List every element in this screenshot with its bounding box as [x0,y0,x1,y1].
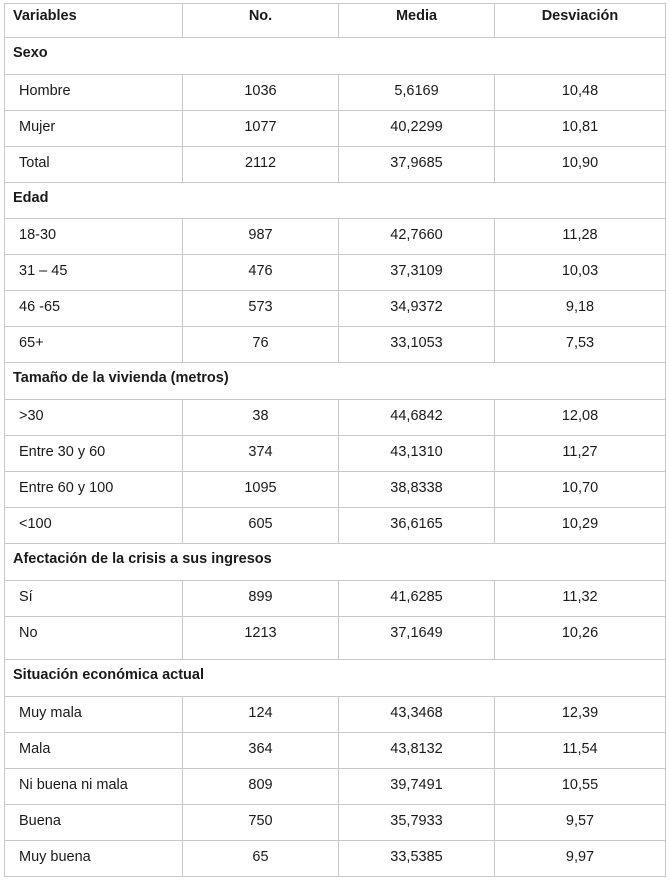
table-row [5,697,666,733]
row-media: 37,3109 [339,255,495,291]
row-desviacion: 12,39 [495,697,666,733]
row-no: 374 [183,436,339,472]
table-row [5,400,666,436]
row-no: 750 [183,805,339,841]
table-row [5,291,666,327]
row-no: 364 [183,733,339,769]
row-desviacion: 9,18 [495,291,666,327]
table-row [5,733,666,769]
row-no: 605 [183,508,339,544]
table-row [5,769,666,805]
row-no: 1077 [183,111,339,147]
table-row [5,111,666,147]
group-row-vivienda [5,363,666,400]
row-media: 35,7933 [339,805,495,841]
row-label: Ni buena ni mala [5,769,183,805]
group-title: Situación económica actual [5,660,666,697]
row-media: 39,7491 [339,769,495,805]
row-media: 34,9372 [339,291,495,327]
row-no: 2112 [183,147,339,183]
row-no: 76 [183,327,339,363]
row-label: Muy mala [5,697,183,733]
row-media: 43,1310 [339,436,495,472]
row-media: 43,8132 [339,733,495,769]
row-label: Sí [5,581,183,617]
row-no: 573 [183,291,339,327]
row-desviacion: 11,32 [495,581,666,617]
row-media: 36,6165 [339,508,495,544]
table-row [5,147,666,183]
group-row-afectacion [5,544,666,581]
row-no: 38 [183,400,339,436]
row-desviacion: 9,57 [495,805,666,841]
row-label: 18-30 [5,219,183,255]
row-desviacion: 10,70 [495,472,666,508]
table-row [5,508,666,544]
row-label: Buena [5,805,183,841]
table-row [5,219,666,255]
row-desviacion: 9,97 [495,841,666,877]
row-media: 37,9685 [339,147,495,183]
row-media: 38,8338 [339,472,495,508]
row-desviacion: 10,03 [495,255,666,291]
table-row [5,255,666,291]
row-desviacion: 10,26 [495,617,666,660]
header-row [5,4,666,38]
group-title: Edad [5,183,666,219]
row-label: <100 [5,508,183,544]
row-label: Mala [5,733,183,769]
table-row [5,805,666,841]
group-title: Tamaño de la vivienda (metros) [5,363,666,400]
row-desviacion: 11,54 [495,733,666,769]
row-desviacion: 10,81 [495,111,666,147]
row-label: 31 – 45 [5,255,183,291]
row-media: 40,2299 [339,111,495,147]
group-row-situacion [5,660,666,697]
row-label: Total [5,147,183,183]
row-desviacion: 12,08 [495,400,666,436]
row-label: >30 [5,400,183,436]
row-label: Mujer [5,111,183,147]
row-media: 33,1053 [339,327,495,363]
row-no: 809 [183,769,339,805]
row-no: 987 [183,219,339,255]
header-media: Media [339,4,495,38]
table-row [5,841,666,877]
group-row-sexo [5,38,666,75]
row-desviacion: 11,28 [495,219,666,255]
row-desviacion: 11,27 [495,436,666,472]
row-media: 5,6169 [339,75,495,111]
row-no: 124 [183,697,339,733]
row-label: 46 -65 [5,291,183,327]
row-label: Hombre [5,75,183,111]
row-media: 33,5385 [339,841,495,877]
row-label: Muy buena [5,841,183,877]
table-row [5,581,666,617]
statistics-table [4,3,666,877]
row-desviacion: 10,48 [495,75,666,111]
group-row-edad [5,183,666,219]
row-desviacion: 10,55 [495,769,666,805]
header-desviacion: Desviación [495,4,666,38]
row-media: 43,3468 [339,697,495,733]
row-label: 65+ [5,327,183,363]
row-desviacion: 7,53 [495,327,666,363]
row-desviacion: 10,90 [495,147,666,183]
row-label: Entre 60 y 100 [5,472,183,508]
row-no: 65 [183,841,339,877]
row-label: No [5,617,183,660]
table-row [5,472,666,508]
row-desviacion: 10,29 [495,508,666,544]
row-media: 44,6842 [339,400,495,436]
table-row [5,617,666,660]
group-title: Sexo [5,38,666,75]
row-no: 899 [183,581,339,617]
group-title: Afectación de la crisis a sus ingresos [5,544,666,581]
row-media: 42,7660 [339,219,495,255]
row-no: 1036 [183,75,339,111]
header-variables: Variables [5,4,183,38]
table-row [5,75,666,111]
table-row [5,327,666,363]
row-media: 41,6285 [339,581,495,617]
row-no: 1213 [183,617,339,660]
row-no: 476 [183,255,339,291]
row-media: 37,1649 [339,617,495,660]
table-row [5,436,666,472]
header-no: No. [183,4,339,38]
row-no: 1095 [183,472,339,508]
row-label: Entre 30 y 60 [5,436,183,472]
